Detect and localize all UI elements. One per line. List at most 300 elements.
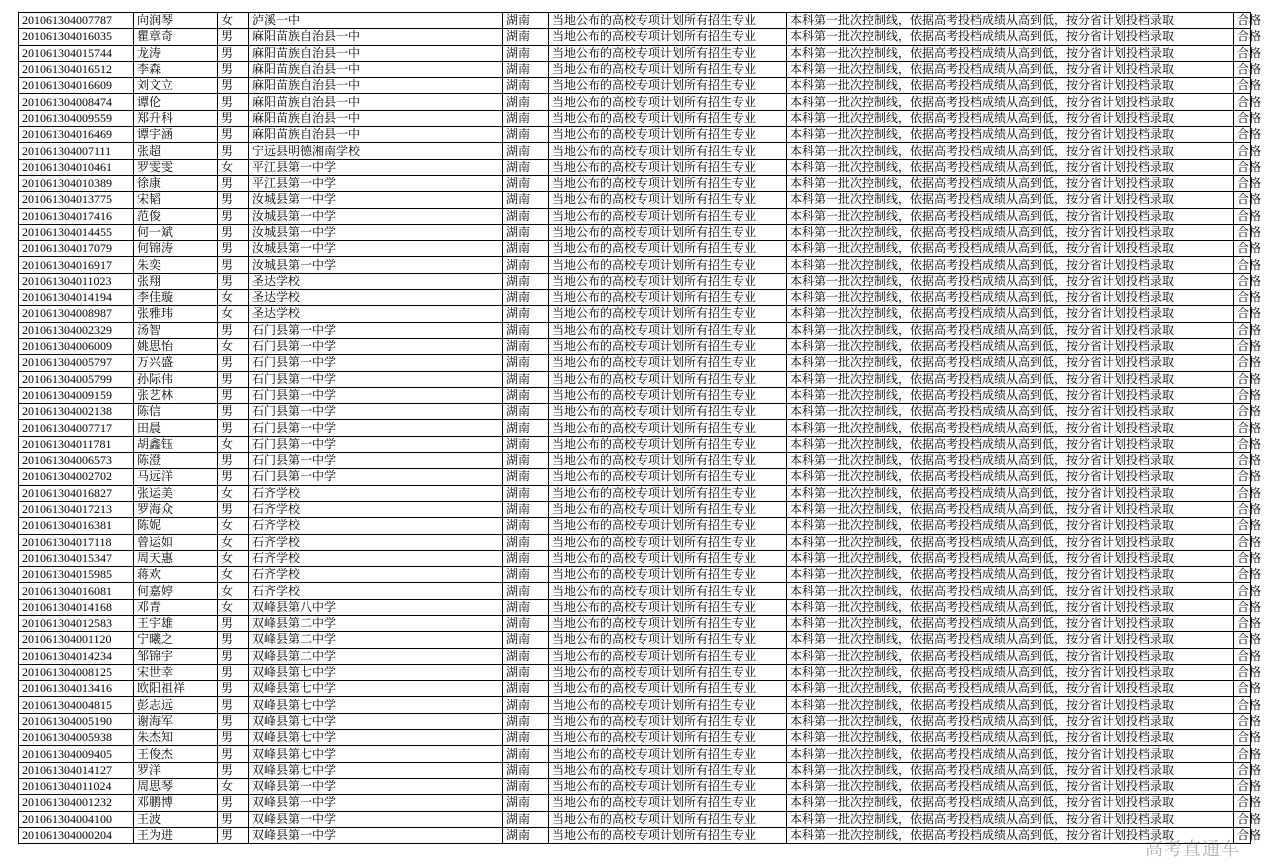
admission-rule-cell: 本科第一批次控制线，依据高考投档成绩从高到低，按分省计划投档录取 xyxy=(787,567,1234,583)
major-cell: 当地公布的高校专项计划所有招生专业 xyxy=(549,485,787,501)
province-cell: 湖南 xyxy=(503,501,549,517)
province-cell: 湖南 xyxy=(503,550,549,566)
gender-cell: 女 xyxy=(218,550,249,566)
major-cell: 当地公布的高校专项计划所有招生专业 xyxy=(549,143,787,159)
gender-cell: 男 xyxy=(218,811,249,827)
major-cell: 当地公布的高校专项计划所有招生专业 xyxy=(549,273,787,289)
admission-rule-cell: 本科第一批次控制线，依据高考投档成绩从高到低，按分省计划投档录取 xyxy=(787,469,1234,485)
school-cell: 石齐学校 xyxy=(249,485,503,501)
gender-cell: 男 xyxy=(218,469,249,485)
province-cell: 湖南 xyxy=(503,306,549,322)
table-row xyxy=(19,518,1251,534)
admission-rule-cell: 本科第一批次控制线，依据高考投档成绩从高到低，按分省计划投档录取 xyxy=(787,762,1234,778)
name-cell: 田晨 xyxy=(134,420,218,436)
table-row xyxy=(19,697,1251,713)
table-row xyxy=(19,273,1251,289)
major-cell: 当地公布的高校专项计划所有招生专业 xyxy=(549,208,787,224)
name-cell: 邓青 xyxy=(134,599,218,615)
province-cell: 湖南 xyxy=(503,615,549,631)
result-cell: 合格 xyxy=(1234,420,1251,436)
major-cell: 当地公布的高校专项计划所有招生专业 xyxy=(549,420,787,436)
major-cell: 当地公布的高校专项计划所有招生专业 xyxy=(549,306,787,322)
province-cell: 湖南 xyxy=(503,420,549,436)
province-cell: 湖南 xyxy=(503,192,549,208)
major-cell: 当地公布的高校专项计划所有招生专业 xyxy=(549,599,787,615)
table-row xyxy=(19,599,1251,615)
table-row xyxy=(19,811,1251,827)
major-cell: 当地公布的高校专项计划所有招生专业 xyxy=(549,518,787,534)
gender-cell: 男 xyxy=(218,697,249,713)
major-cell: 当地公布的高校专项计划所有招生专业 xyxy=(549,13,787,29)
school-cell: 石门县第一中学 xyxy=(249,404,503,420)
gender-cell: 男 xyxy=(218,110,249,126)
admission-rule-cell: 本科第一批次控制线，依据高考投档成绩从高到低，按分省计划投档录取 xyxy=(787,615,1234,631)
major-cell: 当地公布的高校专项计划所有招生专业 xyxy=(549,371,787,387)
admission-rule-cell: 本科第一批次控制线，依据高考投档成绩从高到低，按分省计划投档录取 xyxy=(787,485,1234,501)
table-row xyxy=(19,404,1251,420)
province-cell: 湖南 xyxy=(503,583,549,599)
name-cell: 姚思怡 xyxy=(134,338,218,354)
candidate-id-cell: 201061304015347 xyxy=(19,550,134,566)
admission-rule-cell: 本科第一批次控制线，依据高考投档成绩从高到低，按分省计划投档录取 xyxy=(787,436,1234,452)
province-cell: 湖南 xyxy=(503,241,549,257)
school-cell: 石齐学校 xyxy=(249,550,503,566)
name-cell: 罗洋 xyxy=(134,762,218,778)
school-cell: 汝城县第一中学 xyxy=(249,241,503,257)
school-cell: 石齐学校 xyxy=(249,501,503,517)
name-cell: 向润琴 xyxy=(134,13,218,29)
table-row xyxy=(19,436,1251,452)
candidate-id-cell: 201061304016035 xyxy=(19,29,134,45)
school-cell: 双峰县第二中学 xyxy=(249,615,503,631)
candidate-id-cell: 201061304002702 xyxy=(19,469,134,485)
province-cell: 湖南 xyxy=(503,355,549,371)
gender-cell: 女 xyxy=(218,159,249,175)
admission-rule-cell: 本科第一批次控制线，依据高考投档成绩从高到低，按分省计划投档录取 xyxy=(787,632,1234,648)
result-cell: 合格 xyxy=(1234,192,1251,208)
province-cell: 湖南 xyxy=(503,338,549,354)
name-cell: 欧阳祖祥 xyxy=(134,681,218,697)
result-cell: 合格 xyxy=(1234,632,1251,648)
candidate-id-cell: 201061304007787 xyxy=(19,13,134,29)
province-cell: 湖南 xyxy=(503,127,549,143)
result-cell: 合格 xyxy=(1234,143,1251,159)
table-row xyxy=(19,322,1251,338)
candidate-id-cell: 201061304016081 xyxy=(19,583,134,599)
school-cell: 麻阳苗族自治县一中 xyxy=(249,94,503,110)
result-cell: 合格 xyxy=(1234,404,1251,420)
province-cell: 湖南 xyxy=(503,143,549,159)
major-cell: 当地公布的高校专项计划所有招生专业 xyxy=(549,583,787,599)
school-cell: 双峰县第七中学 xyxy=(249,681,503,697)
school-cell: 双峰县第七中学 xyxy=(249,664,503,680)
name-cell: 王俊杰 xyxy=(134,746,218,762)
name-cell: 周天惠 xyxy=(134,550,218,566)
school-cell: 石门县第一中学 xyxy=(249,453,503,469)
major-cell: 当地公布的高校专项计划所有招生专业 xyxy=(549,175,787,191)
result-cell: 合格 xyxy=(1234,355,1251,371)
table-row xyxy=(19,387,1251,403)
result-cell: 合格 xyxy=(1234,61,1251,77)
name-cell: 何锦涛 xyxy=(134,241,218,257)
candidate-id-cell: 201061304004815 xyxy=(19,697,134,713)
name-cell: 何一斌 xyxy=(134,224,218,240)
admission-rule-cell: 本科第一批次控制线，依据高考投档成绩从高到低，按分省计划投档录取 xyxy=(787,583,1234,599)
province-cell: 湖南 xyxy=(503,681,549,697)
major-cell: 当地公布的高校专项计划所有招生专业 xyxy=(549,615,787,631)
result-cell: 合格 xyxy=(1234,257,1251,273)
gender-cell: 男 xyxy=(218,615,249,631)
candidate-id-cell: 201061304010389 xyxy=(19,175,134,191)
major-cell: 当地公布的高校专项计划所有招生专业 xyxy=(549,469,787,485)
gender-cell: 女 xyxy=(218,583,249,599)
gender-cell: 男 xyxy=(218,371,249,387)
gender-cell: 男 xyxy=(218,94,249,110)
name-cell: 马远洋 xyxy=(134,469,218,485)
admission-rule-cell: 本科第一批次控制线，依据高考投档成绩从高到低，按分省计划投档录取 xyxy=(787,501,1234,517)
gender-cell: 女 xyxy=(218,306,249,322)
gender-cell: 男 xyxy=(218,61,249,77)
major-cell: 当地公布的高校专项计划所有招生专业 xyxy=(549,45,787,61)
major-cell: 当地公布的高校专项计划所有招生专业 xyxy=(549,453,787,469)
major-cell: 当地公布的高校专项计划所有招生专业 xyxy=(549,322,787,338)
school-cell: 麻阳苗族自治县一中 xyxy=(249,78,503,94)
admission-rule-cell: 本科第一批次控制线，依据高考投档成绩从高到低，按分省计划投档录取 xyxy=(787,241,1234,257)
result-cell: 合格 xyxy=(1234,778,1251,794)
admission-rule-cell: 本科第一批次控制线，依据高考投档成绩从高到低，按分省计划投档录取 xyxy=(787,29,1234,45)
major-cell: 当地公布的高校专项计划所有招生专业 xyxy=(549,78,787,94)
candidate-id-cell: 201061304017079 xyxy=(19,241,134,257)
admission-rule-cell: 本科第一批次控制线，依据高考投档成绩从高到低，按分省计划投档录取 xyxy=(787,127,1234,143)
table-row xyxy=(19,371,1251,387)
table-body xyxy=(19,13,1262,844)
province-cell: 湖南 xyxy=(503,159,549,175)
table-row xyxy=(19,713,1251,729)
major-cell: 当地公布的高校专项计划所有招生专业 xyxy=(549,550,787,566)
major-cell: 当地公布的高校专项计划所有招生专业 xyxy=(549,811,787,827)
admission-rule-cell: 本科第一批次控制线，依据高考投档成绩从高到低，按分省计划投档录取 xyxy=(787,827,1234,843)
school-cell: 石门县第一中学 xyxy=(249,322,503,338)
province-cell: 湖南 xyxy=(503,453,549,469)
admission-rule-cell: 本科第一批次控制线，依据高考投档成绩从高到低，按分省计划投档录取 xyxy=(787,648,1234,664)
gender-cell: 女 xyxy=(218,13,249,29)
result-cell: 合格 xyxy=(1234,338,1251,354)
candidate-id-cell: 201061304008474 xyxy=(19,94,134,110)
admission-rule-cell: 本科第一批次控制线，依据高考投档成绩从高到低，按分省计划投档录取 xyxy=(787,713,1234,729)
major-cell: 当地公布的高校专项计划所有招生专业 xyxy=(549,648,787,664)
school-cell: 双峰县第二中学 xyxy=(249,632,503,648)
gender-cell: 男 xyxy=(218,795,249,811)
admission-rule-cell: 本科第一批次控制线，依据高考投档成绩从高到低，按分省计划投档录取 xyxy=(787,192,1234,208)
candidate-id-cell: 201061304017118 xyxy=(19,534,134,550)
name-cell: 宋韬 xyxy=(134,192,218,208)
result-cell: 合格 xyxy=(1234,746,1251,762)
province-cell: 湖南 xyxy=(503,485,549,501)
name-cell: 蒋欢 xyxy=(134,567,218,583)
name-cell: 宋世幸 xyxy=(134,664,218,680)
school-cell: 汝城县第一中学 xyxy=(249,208,503,224)
result-cell: 合格 xyxy=(1234,827,1251,843)
gender-cell: 男 xyxy=(218,175,249,191)
name-cell: 彭志远 xyxy=(134,697,218,713)
candidate-id-cell: 201061304011023 xyxy=(19,273,134,289)
watermark-text: 高考直通车 xyxy=(1145,839,1240,860)
gender-cell: 男 xyxy=(218,681,249,697)
school-cell: 双峰县第二中学 xyxy=(249,648,503,664)
candidate-id-cell: 201061304002138 xyxy=(19,404,134,420)
gender-cell: 男 xyxy=(218,713,249,729)
name-cell: 王为进 xyxy=(134,827,218,843)
gender-cell: 男 xyxy=(218,453,249,469)
school-cell: 麻阳苗族自治县一中 xyxy=(249,45,503,61)
result-cell: 合格 xyxy=(1234,583,1251,599)
table-row xyxy=(19,355,1251,371)
table-row xyxy=(19,583,1251,599)
gender-cell: 男 xyxy=(218,78,249,94)
school-cell: 石门县第一中学 xyxy=(249,469,503,485)
gender-cell: 男 xyxy=(218,420,249,436)
admission-rule-cell: 本科第一批次控制线，依据高考投档成绩从高到低，按分省计划投档录取 xyxy=(787,534,1234,550)
name-cell: 万兴盛 xyxy=(134,355,218,371)
name-cell: 李森 xyxy=(134,61,218,77)
province-cell: 湖南 xyxy=(503,175,549,191)
gender-cell: 男 xyxy=(218,322,249,338)
province-cell: 湖南 xyxy=(503,811,549,827)
province-cell: 湖南 xyxy=(503,518,549,534)
admission-rule-cell: 本科第一批次控制线，依据高考投档成绩从高到低，按分省计划投档录取 xyxy=(787,518,1234,534)
table-row xyxy=(19,827,1251,843)
candidate-id-cell: 201061304017416 xyxy=(19,208,134,224)
result-cell: 合格 xyxy=(1234,387,1251,403)
admission-rule-cell: 本科第一批次控制线，依据高考投档成绩从高到低，按分省计划投档录取 xyxy=(787,94,1234,110)
school-cell: 双峰县第七中学 xyxy=(249,746,503,762)
school-cell: 双峰县第一中学 xyxy=(249,827,503,843)
school-cell: 石门县第一中学 xyxy=(249,371,503,387)
result-cell: 合格 xyxy=(1234,13,1251,29)
province-cell: 湖南 xyxy=(503,746,549,762)
name-cell: 张艺林 xyxy=(134,387,218,403)
name-cell: 罗海众 xyxy=(134,501,218,517)
table-row xyxy=(19,664,1251,680)
admission-rule-cell: 本科第一批次控制线，依据高考投档成绩从高到低，按分省计划投档录取 xyxy=(787,811,1234,827)
table-row xyxy=(19,420,1251,436)
school-cell: 平江县第一中学 xyxy=(249,175,503,191)
candidate-id-cell: 201061304014127 xyxy=(19,762,134,778)
result-cell: 合格 xyxy=(1234,811,1251,827)
result-cell: 合格 xyxy=(1234,436,1251,452)
major-cell: 当地公布的高校专项计划所有招生专业 xyxy=(549,241,787,257)
major-cell: 当地公布的高校专项计划所有招生专业 xyxy=(549,501,787,517)
major-cell: 当地公布的高校专项计划所有招生专业 xyxy=(549,730,787,746)
result-cell: 合格 xyxy=(1234,208,1251,224)
province-cell: 湖南 xyxy=(503,45,549,61)
school-cell: 圣达学校 xyxy=(249,290,503,306)
table-row xyxy=(19,143,1251,159)
school-cell: 圣达学校 xyxy=(249,273,503,289)
major-cell: 当地公布的高校专项计划所有招生专业 xyxy=(549,746,787,762)
candidate-id-cell: 201061304014168 xyxy=(19,599,134,615)
candidate-id-cell: 201061304015985 xyxy=(19,567,134,583)
table-row xyxy=(19,175,1251,191)
name-cell: 曾运如 xyxy=(134,534,218,550)
result-cell: 合格 xyxy=(1234,664,1251,680)
major-cell: 当地公布的高校专项计划所有招生专业 xyxy=(549,224,787,240)
school-cell: 双峰县第七中学 xyxy=(249,762,503,778)
school-cell: 双峰县第七中学 xyxy=(249,697,503,713)
major-cell: 当地公布的高校专项计划所有招生专业 xyxy=(549,567,787,583)
province-cell: 湖南 xyxy=(503,827,549,843)
result-cell: 合格 xyxy=(1234,681,1251,697)
candidate-id-cell: 201061304015744 xyxy=(19,45,134,61)
gender-cell: 男 xyxy=(218,648,249,664)
candidate-id-cell: 201061304009559 xyxy=(19,110,134,126)
table-row xyxy=(19,648,1251,664)
gender-cell: 男 xyxy=(218,664,249,680)
admission-rule-cell: 本科第一批次控制线，依据高考投档成绩从高到低，按分省计划投档录取 xyxy=(787,338,1234,354)
gender-cell: 男 xyxy=(218,273,249,289)
table-row xyxy=(19,94,1251,110)
name-cell: 龙涛 xyxy=(134,45,218,61)
name-cell: 刘文立 xyxy=(134,78,218,94)
major-cell: 当地公布的高校专项计划所有招生专业 xyxy=(549,436,787,452)
result-cell: 合格 xyxy=(1234,730,1251,746)
admission-rule-cell: 本科第一批次控制线，依据高考投档成绩从高到低，按分省计划投档录取 xyxy=(787,257,1234,273)
table-row xyxy=(19,224,1251,240)
province-cell: 湖南 xyxy=(503,404,549,420)
admission-rule-cell: 本科第一批次控制线，依据高考投档成绩从高到低，按分省计划投档录取 xyxy=(787,45,1234,61)
gender-cell: 男 xyxy=(218,208,249,224)
school-cell: 双峰县第八中学 xyxy=(249,599,503,615)
school-cell: 石门县第一中学 xyxy=(249,355,503,371)
school-cell: 麻阳苗族自治县一中 xyxy=(249,110,503,126)
major-cell: 当地公布的高校专项计划所有招生专业 xyxy=(549,355,787,371)
province-cell: 湖南 xyxy=(503,78,549,94)
gender-cell: 女 xyxy=(218,599,249,615)
gender-cell: 女 xyxy=(218,778,249,794)
table-row xyxy=(19,61,1251,77)
name-cell: 胡鑫钰 xyxy=(134,436,218,452)
gender-cell: 男 xyxy=(218,29,249,45)
admission-rule-cell: 本科第一批次控制线，依据高考投档成绩从高到低，按分省计划投档录取 xyxy=(787,746,1234,762)
school-cell: 泸溪一中 xyxy=(249,13,503,29)
result-cell: 合格 xyxy=(1234,94,1251,110)
table-row xyxy=(19,290,1251,306)
province-cell: 湖南 xyxy=(503,730,549,746)
candidate-id-cell: 201061304005799 xyxy=(19,371,134,387)
candidate-id-cell: 201061304011781 xyxy=(19,436,134,452)
major-cell: 当地公布的高校专项计划所有招生专业 xyxy=(549,713,787,729)
result-cell: 合格 xyxy=(1234,322,1251,338)
candidate-id-cell: 201061304017213 xyxy=(19,501,134,517)
province-cell: 湖南 xyxy=(503,778,549,794)
name-cell: 陈信 xyxy=(134,404,218,420)
candidate-id-cell: 201061304016917 xyxy=(19,257,134,273)
candidate-id-cell: 201061304009159 xyxy=(19,387,134,403)
name-cell: 张超 xyxy=(134,143,218,159)
admission-rule-cell: 本科第一批次控制线，依据高考投档成绩从高到低，按分省计划投档录取 xyxy=(787,273,1234,289)
table-row xyxy=(19,208,1251,224)
admission-rule-cell: 本科第一批次控制线，依据高考投档成绩从高到低，按分省计划投档录取 xyxy=(787,550,1234,566)
province-cell: 湖南 xyxy=(503,61,549,77)
name-cell: 范俊 xyxy=(134,208,218,224)
admission-rule-cell: 本科第一批次控制线，依据高考投档成绩从高到低，按分省计划投档录取 xyxy=(787,681,1234,697)
candidate-id-cell: 201061304013775 xyxy=(19,192,134,208)
table-row xyxy=(19,241,1251,257)
name-cell: 朱奕 xyxy=(134,257,218,273)
major-cell: 当地公布的高校专项计划所有招生专业 xyxy=(549,127,787,143)
gender-cell: 男 xyxy=(218,762,249,778)
school-cell: 双峰县第一中学 xyxy=(249,811,503,827)
name-cell: 瞿章奇 xyxy=(134,29,218,45)
result-cell: 合格 xyxy=(1234,615,1251,631)
major-cell: 当地公布的高校专项计划所有招生专业 xyxy=(549,827,787,843)
name-cell: 徐康 xyxy=(134,175,218,191)
gender-cell: 男 xyxy=(218,127,249,143)
gender-cell: 女 xyxy=(218,518,249,534)
result-cell: 合格 xyxy=(1234,273,1251,289)
province-cell: 湖南 xyxy=(503,632,549,648)
result-cell: 合格 xyxy=(1234,713,1251,729)
school-cell: 石齐学校 xyxy=(249,583,503,599)
result-cell: 合格 xyxy=(1234,78,1251,94)
name-cell: 李佳璇 xyxy=(134,290,218,306)
gender-cell: 男 xyxy=(218,257,249,273)
name-cell: 朱杰知 xyxy=(134,730,218,746)
admission-rule-cell: 本科第一批次控制线，依据高考投档成绩从高到低，按分省计划投档录取 xyxy=(787,175,1234,191)
province-cell: 湖南 xyxy=(503,110,549,126)
school-cell: 石齐学校 xyxy=(249,534,503,550)
table-row xyxy=(19,501,1251,517)
admission-rule-cell: 本科第一批次控制线，依据高考投档成绩从高到低，按分省计划投档录取 xyxy=(787,143,1234,159)
school-cell: 平江县第一中学 xyxy=(249,159,503,175)
result-cell: 合格 xyxy=(1234,567,1251,583)
table-row xyxy=(19,778,1251,794)
admission-rule-cell: 本科第一批次控制线，依据高考投档成绩从高到低，按分省计划投档录取 xyxy=(787,730,1234,746)
admission-rule-cell: 本科第一批次控制线，依据高考投档成绩从高到低，按分省计划投档录取 xyxy=(787,664,1234,680)
major-cell: 当地公布的高校专项计划所有招生专业 xyxy=(549,159,787,175)
result-cell: 合格 xyxy=(1234,550,1251,566)
name-cell: 王宇雄 xyxy=(134,615,218,631)
gender-cell: 男 xyxy=(218,355,249,371)
candidate-id-cell: 201061304005797 xyxy=(19,355,134,371)
admission-rule-cell: 本科第一批次控制线，依据高考投档成绩从高到低，按分省计划投档录取 xyxy=(787,371,1234,387)
table-row xyxy=(19,338,1251,354)
school-cell: 双峰县第七中学 xyxy=(249,713,503,729)
admission-rule-cell: 本科第一批次控制线，依据高考投档成绩从高到低，按分省计划投档录取 xyxy=(787,355,1234,371)
candidate-id-cell: 201061304008987 xyxy=(19,306,134,322)
result-cell: 合格 xyxy=(1234,175,1251,191)
province-cell: 湖南 xyxy=(503,13,549,29)
result-cell: 合格 xyxy=(1234,45,1251,61)
candidate-id-cell: 201061304013416 xyxy=(19,681,134,697)
province-cell: 湖南 xyxy=(503,290,549,306)
table-row xyxy=(19,257,1251,273)
name-cell: 周思琴 xyxy=(134,778,218,794)
name-cell: 陈妮 xyxy=(134,518,218,534)
admission-rule-cell: 本科第一批次控制线，依据高考投档成绩从高到低，按分省计划投档录取 xyxy=(787,110,1234,126)
school-cell: 石齐学校 xyxy=(249,518,503,534)
table-row xyxy=(19,110,1251,126)
name-cell: 何嘉婷 xyxy=(134,583,218,599)
school-cell: 圣达学校 xyxy=(249,306,503,322)
candidate-id-cell: 201061304014194 xyxy=(19,290,134,306)
table-row xyxy=(19,534,1251,550)
gender-cell: 女 xyxy=(218,338,249,354)
province-cell: 湖南 xyxy=(503,208,549,224)
table-row xyxy=(19,730,1251,746)
table-row xyxy=(19,615,1251,631)
candidate-id-cell: 201061304016827 xyxy=(19,485,134,501)
